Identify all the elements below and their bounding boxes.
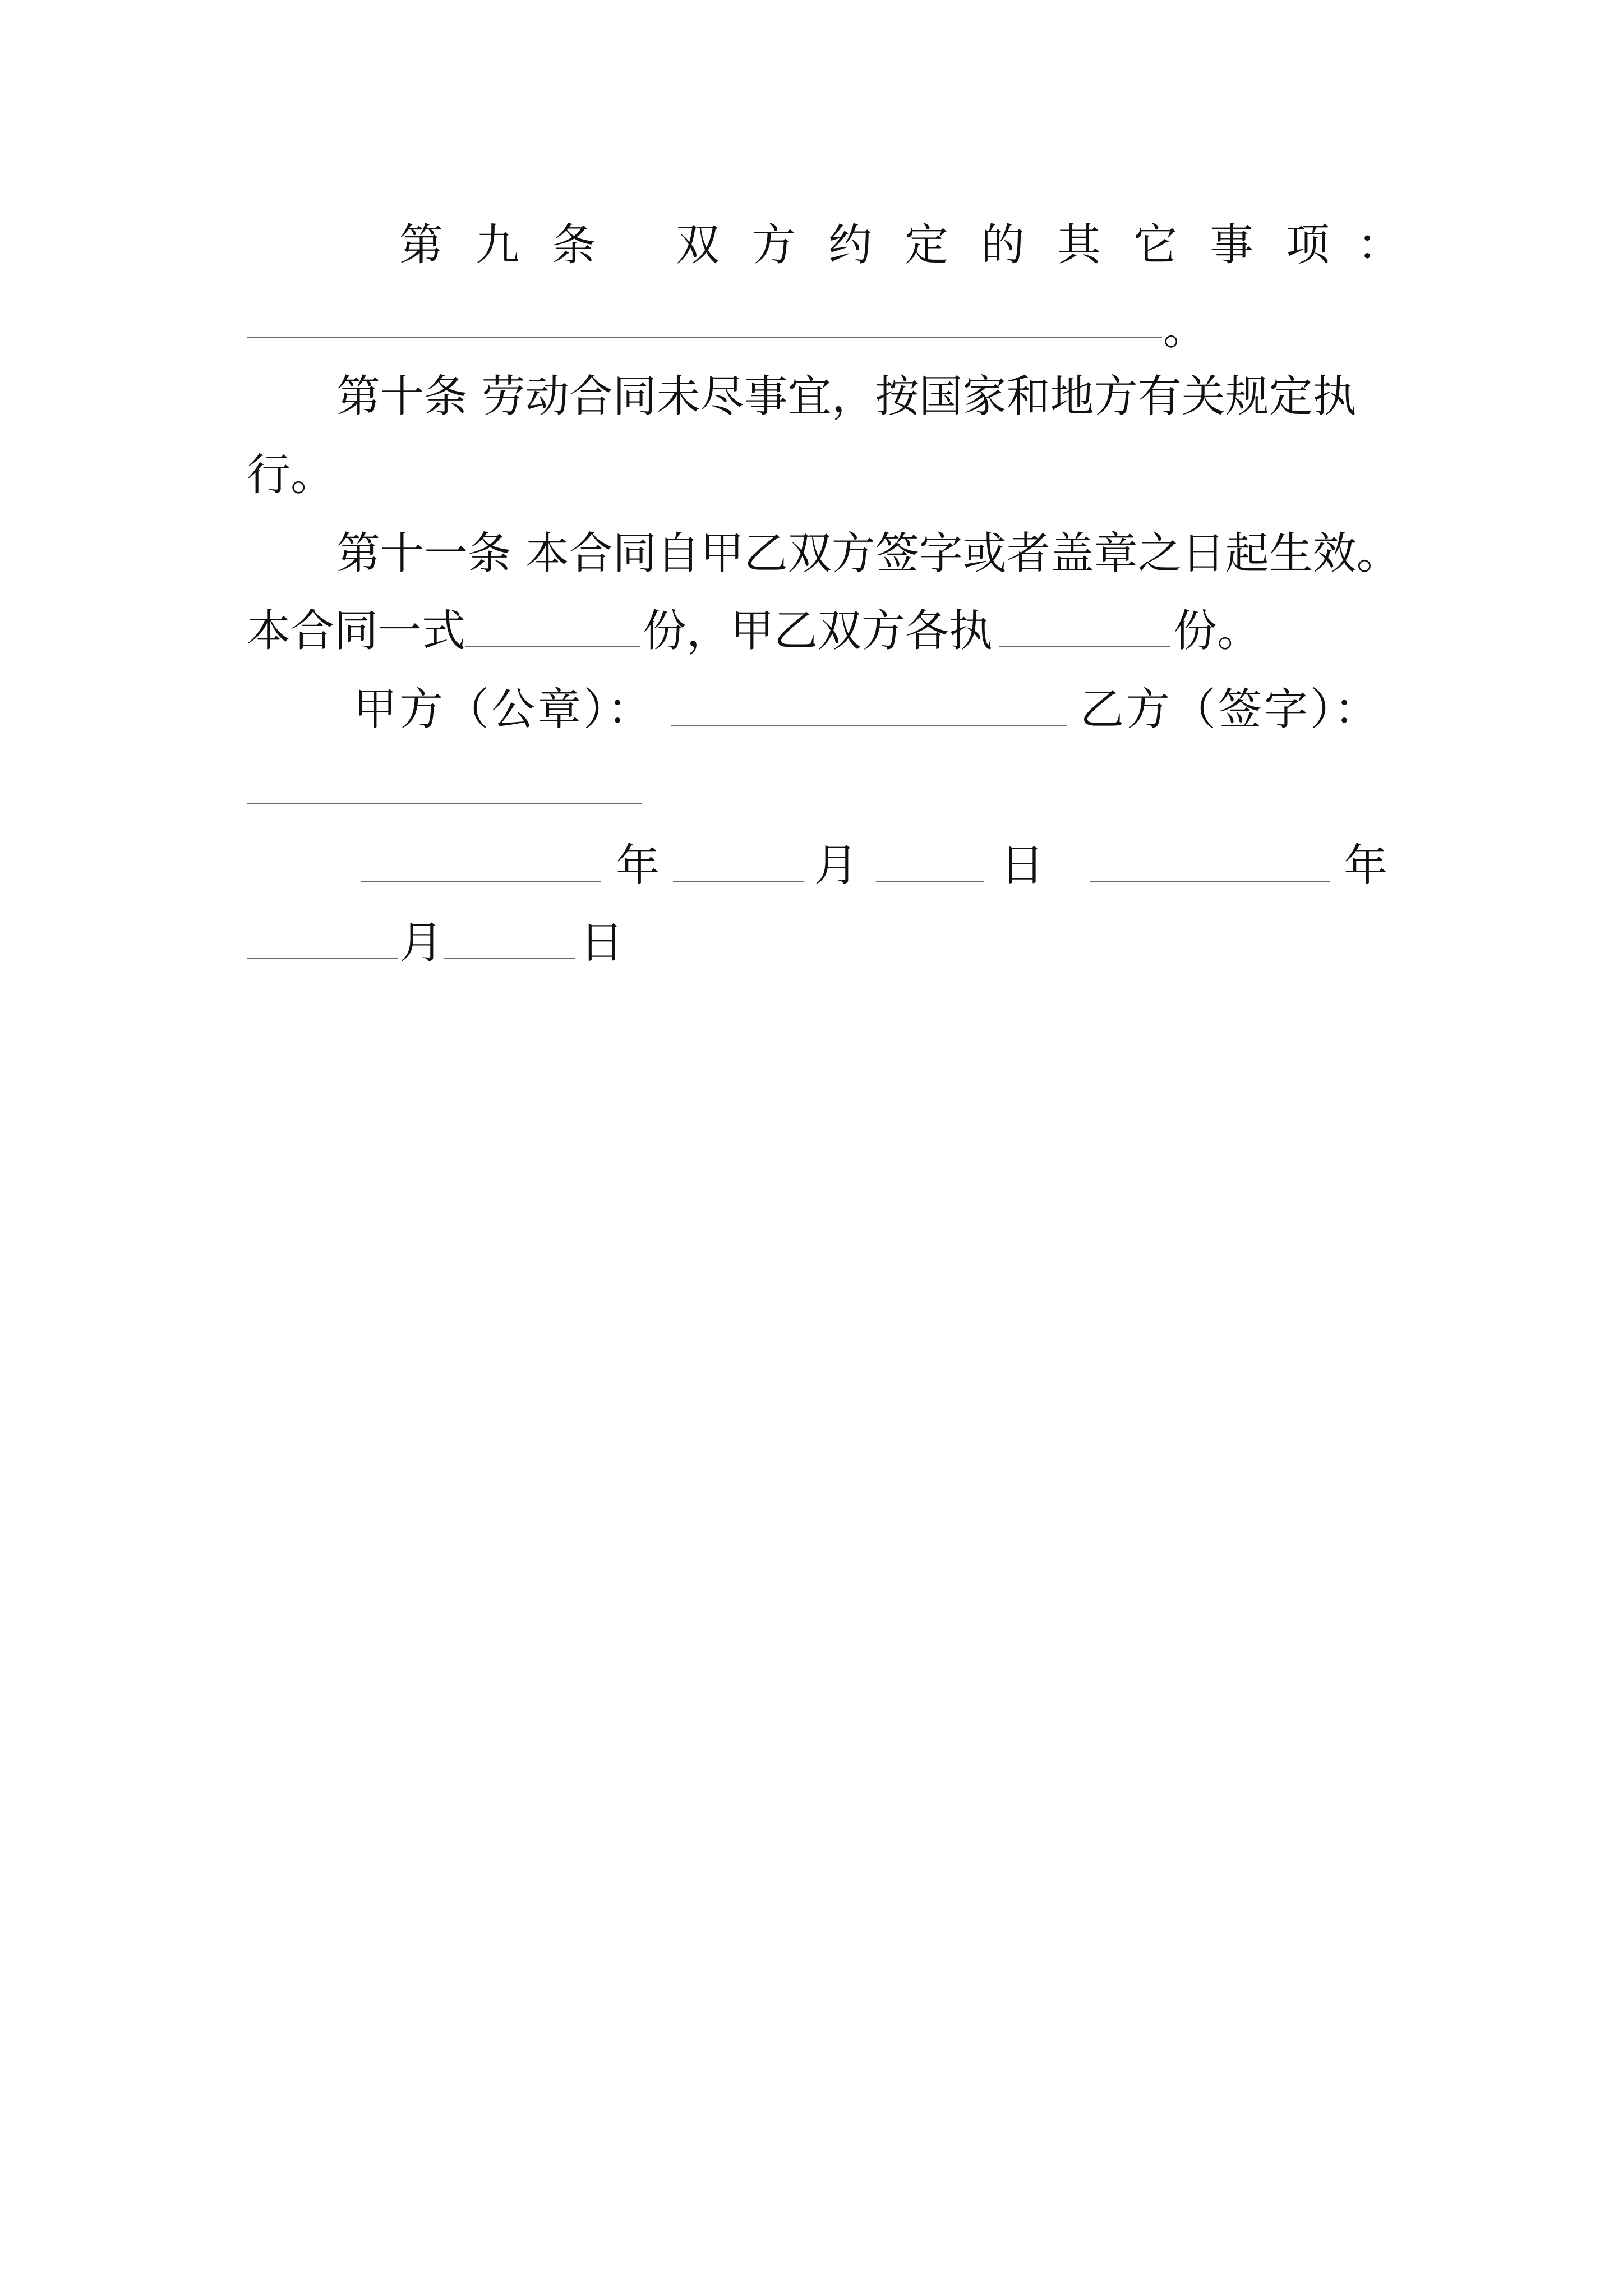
month-label: 月	[814, 840, 859, 891]
party-b-day-blank	[444, 958, 575, 959]
party-a-day-blank	[876, 881, 984, 882]
art9-char: 九	[476, 220, 520, 270]
art9-end-period: 。	[1163, 304, 1207, 355]
month-label: 月	[399, 918, 444, 968]
copies-suffix: 份。	[1173, 606, 1261, 656]
copies-prefix: 本合同一式	[247, 606, 466, 656]
art9-char: 项	[1286, 220, 1330, 270]
party-a-month-blank	[673, 881, 804, 882]
art10-line1: 第十条 劳动合同未尽事宜，按国家和地方有关规定执	[336, 371, 1357, 422]
art9-char: 事	[1210, 220, 1254, 270]
art9-char: 条	[552, 220, 596, 270]
art9-char: 双	[676, 220, 720, 270]
party-b-signature-label: 乙方（签字）：	[1080, 684, 1381, 735]
each-copies-blank	[999, 646, 1170, 647]
art9-char: 它	[1133, 220, 1178, 270]
art9-char: ：	[1357, 220, 1401, 270]
art9-char: 其	[1057, 220, 1101, 270]
total-copies-blank	[465, 646, 640, 647]
art9-char: 定	[905, 220, 949, 270]
art10-line2: 行。	[247, 450, 335, 500]
party-b-year-blank	[1090, 881, 1330, 882]
year-label: 年	[616, 840, 660, 891]
year-label: 年	[1344, 840, 1388, 891]
art11-line1: 第十一条 本合同自甲乙双方签字或者盖章之日起生效。	[336, 528, 1400, 579]
day-label: 日	[1000, 840, 1045, 891]
party-a-seal-label: 甲方（公章）：	[353, 684, 654, 735]
day-label: 日	[580, 918, 624, 968]
party-a-seal-blank	[671, 725, 1067, 726]
art9-char: 方	[752, 220, 796, 270]
other-matters-blank	[247, 337, 1162, 338]
art9-char: 第	[399, 220, 444, 270]
party-a-year-blank	[361, 881, 601, 882]
art9-char: 的	[981, 220, 1025, 270]
party-b-signature-blank	[247, 803, 642, 804]
party-b-month-blank	[247, 958, 398, 959]
art9-char: 约	[828, 220, 873, 270]
copies-middle: 份，甲乙双方各执	[643, 606, 993, 656]
